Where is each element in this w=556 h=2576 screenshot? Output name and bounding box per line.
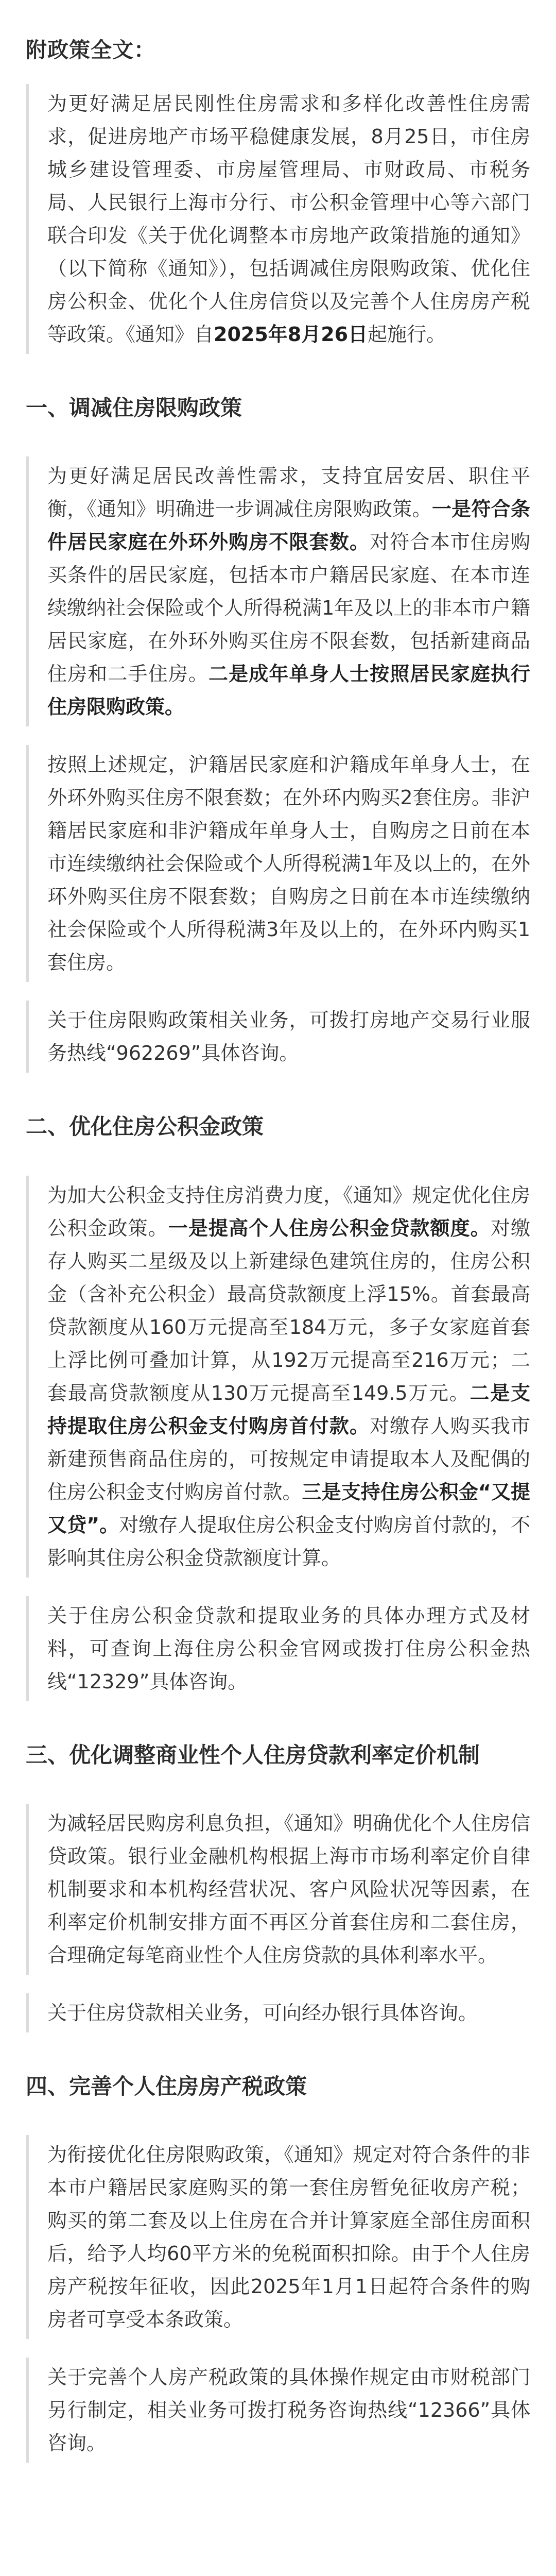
section-3-title: 三、优化调整商业性个人住房贷款利率定价机制 [26,1742,480,1768]
bold-point-1: 一是提高个人住房公积金贷款额度。 [168,1216,491,1240]
section-1-paragraph-1 [26,456,530,726]
section-1-title: 一、调减住房限购政策 [26,395,242,420]
section-2-title: 二、优化住房公积金政策 [26,1114,264,1140]
bold-point-2: 二是支持提取住房公积金支付购房首付款。 [47,1381,530,1437]
section-1-paragraph-2 [26,745,530,982]
text-span: 为更好满足居民改善性需求，支持宜居安居、职住平衡，《通知》明确进一步调减住房限购政策。 [47,465,530,521]
text-span: 对缴存人提取住房公积金支付购房首付款的，不影响其住房公积金贷款额度计算。 [47,1513,530,1569]
intro-block [26,84,530,354]
intro-date: 2025年8月26日 [214,323,368,346]
bold-point-3: 三是支持住房公积金“又提又贷”。 [47,1480,530,1536]
section-3-paragraph-1 [26,1804,530,1975]
paragraph-text [47,460,530,723]
text-span: 为加大公积金支持住房消费力度，《通知》规定优化住房公积金政策。 [47,1183,530,1240]
paragraph-text: 关于住房限购政策相关业务，可拨打房地产交易行业服务热线“962269”具体咨询。 [47,1009,530,1065]
paragraph-text [47,1179,530,1574]
section-2-paragraph-1 [26,1176,530,1578]
bold-point-2: 二是成年单身人士按照居民家庭执行住房限购政策。 [47,663,530,719]
intro-paragraph [47,87,530,351]
paragraph-text: 为减轻居民购房利息负担，《通知》明确优化个人住房信贷政策。银行业金融机构根据上海市市场利率定价自律机制要求和本机构经营状况、客户风险状况等因素，在利率定价机制安排方面不再区分首套住房和二套住房，合理确定每笔商业性个人住房贷款的具体利率水平。 [47,1811,530,1967]
section-4-hotline [26,2358,530,2463]
paragraph-text: 关于完善个人房产税政策的具体操作规定由市财税部门另行制定，相关业务可拨打税务咨询热线“12366”具体咨询。 [47,2366,530,2455]
paragraph-text: 为衔接优化住房限购政策，《通知》规定对符合条件的非本市户籍居民家庭购买的第一套住房暂免征收房产税；购买的第二套及以上住房在合并计算家庭全部住房面积后，给予人均60平方米的免税面积扣除。由于个人住房房产税按年征收，因此2025年1月1日起符合条件的购房者可享受本条政策。 [47,2143,530,2331]
section-1-hotline [26,1001,530,1073]
doc-title: 附政策全文： [26,38,155,62]
paragraph-text: 按照上述规定，沪籍居民家庭和沪籍成年单身人士，在外环外购买住房不限套数；在外环内购买2套住房。非沪籍居民家庭和非沪籍成年单身人士，自购房之日前在本市连续缴纳社会保险或个人所得税满1年及以上的，在外环外购买住房不限套数；自购房之日前在本市连续缴纳社会保险或个人所得税满3年及以上的，在外环内购买1套住房。 [47,753,530,974]
intro-text-1: 为更好满足居民刚性住房需求和多样化改善性住房需求，促进房地产市场平稳健康发展，8月25日，市住房城乡建设管理委、市房屋管理局、市财政局、市税务局、人民银行上海市分行、市公积金管理中心等六部门联合印发《关于优化调整本市房地产政策措施的通知》（以下简称《通知》），包括调减住房限购政策、优化住房公积金、优化个人住房信贷以及完善个人住房房产税等政策。《通知》自 [47,92,530,346]
section-2-hotline [26,1596,530,1701]
paragraph-text: 关于住房公积金贷款和提取业务的具体办理方式及材料，可查询上海住房公积金官网或拨打住房公积金热线“12329”具体咨询。 [47,1604,530,1693]
section-4-title: 四、完善个人住房房产税政策 [26,2073,307,2099]
text-span: 对缴存人购买二星级及以上新建绿色建筑住房的，住房公积金（含补充公积金）最高贷款额度上浮15%。首套最高贷款额度从160万元提高至184万元，多子女家庭首套上浮比例可叠加计算，从192万元提高至216万元；二套最高贷款额度从130万元提高至149.5万元。 [47,1216,530,1404]
section-3-hotline [26,1993,530,2032]
section-4-paragraph-1 [26,2135,530,2339]
bold-point-1: 一是符合条件居民家庭在外环外购房不限套数。 [47,498,530,554]
paragraph-text: 关于住房贷款相关业务，可向经办银行具体咨询。 [47,2001,478,2024]
intro-text-2: 起施行。 [368,323,446,346]
text-span: 对符合本市住房购买条件的居民家庭，包括本市户籍居民家庭、在本市连续缴纳社会保险或个人所得税满1年及以上的非本市户籍居民家庭，在外环外购买住房不限套数，包括新建商品住房和二手住房。 [47,531,530,686]
text-span: 对缴存人购买我市新建预售商品住房的，可按规定申请提取本人及配偶的住房公积金支付购房首付款。 [47,1414,530,1503]
